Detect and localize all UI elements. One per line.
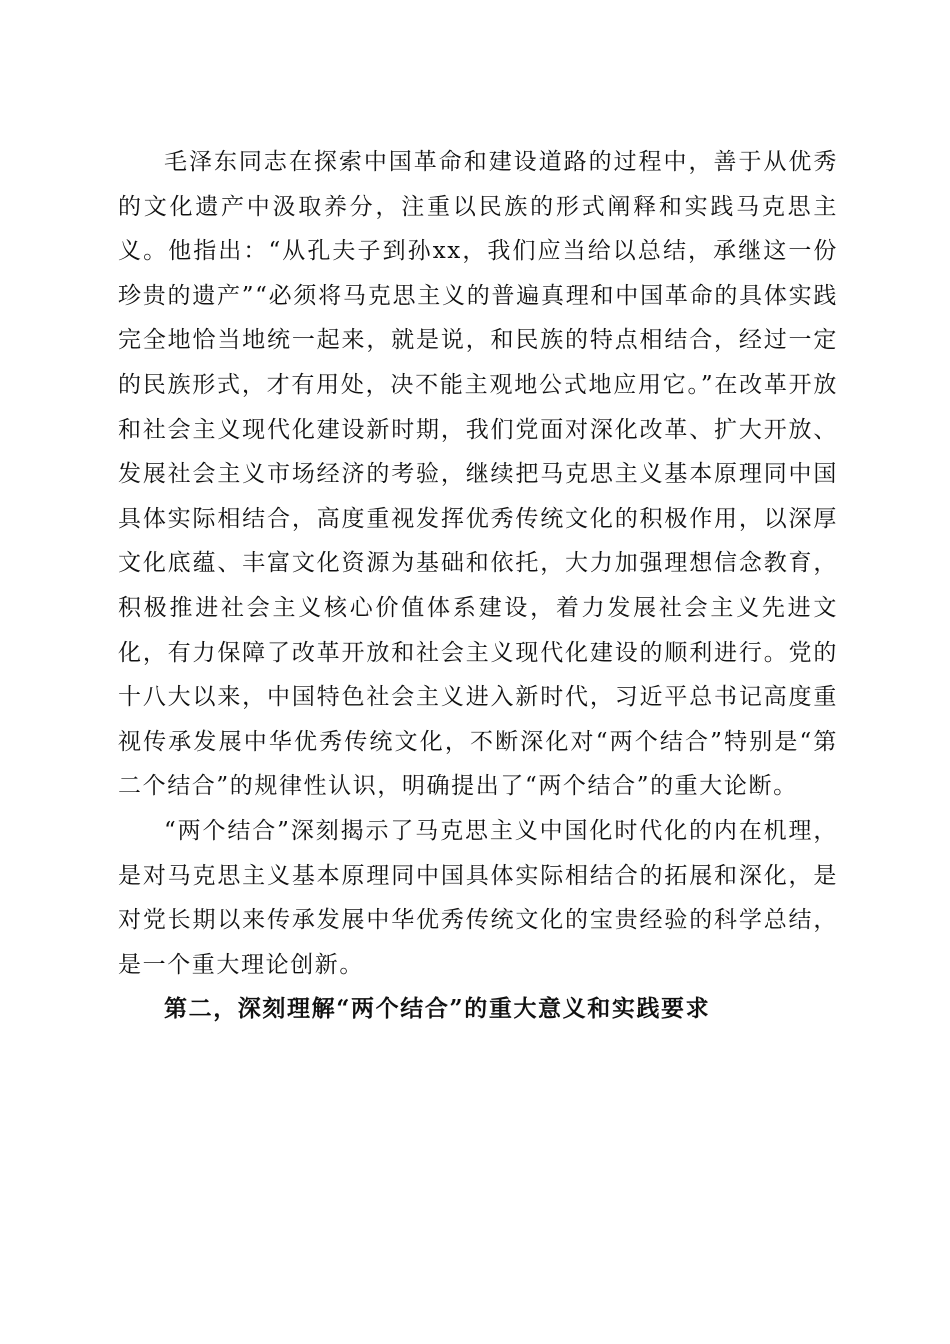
paragraph-1: 毛泽东同志在探索中国革命和建设道路的过程中，善于从优秀的文化遗产中汲取养分，注重以民族的形式阐释和实践马克思主义。他指出：“从孔夫子到孙xx，我们应当给以总结，承继这一份珍贵的遗产”“必须将马克思主义的普遍真理和中国革命的具体实践完全地恰当地统一起来，就是说，和民族的特点相结合，经过一定的民族形式，才有用处，决不能主观地公式地应用它。”在改革开放和社会主义现代化建设新时期，我们党面对深化改革、扩大开放、发展社会主义市场经济的考验，继续把马克思主义基本原理同中国具体实际相结合，高度重视发挥优秀传统文化的积极作用，以深厚文化底蕴、丰富文化资源为基础和依托，大力加强理想信念教育，积极推进社会主义核心价值体系建设，着力发展社会主义先进文化，有力保障了改革开放和社会主义现代化建设的顺利进行。党的十八大以来，中国特色社会主义进入新时代，习近平总书记高度重视传承发展中华优秀传统文化，不断深化对“两个结合”特别是“第二个结合”的规律性认识，明确提出了“两个结合”的重大论断。 [118,149,838,800]
document-body [118,140,838,1032]
paragraph-2: “两个结合”深刻揭示了马克思主义中国化时代化的内在机理，是对马克思主义基本原理同中国具体实际相结合的拓展和深化，是对党长期以来传承发展中华优秀传统文化的宝贵经验的科学总结，是一个重大理论创新。 [118,817,838,978]
section-heading: 第二，深刻理解“两个结合”的重大意义和实践要求 [164,995,711,1023]
